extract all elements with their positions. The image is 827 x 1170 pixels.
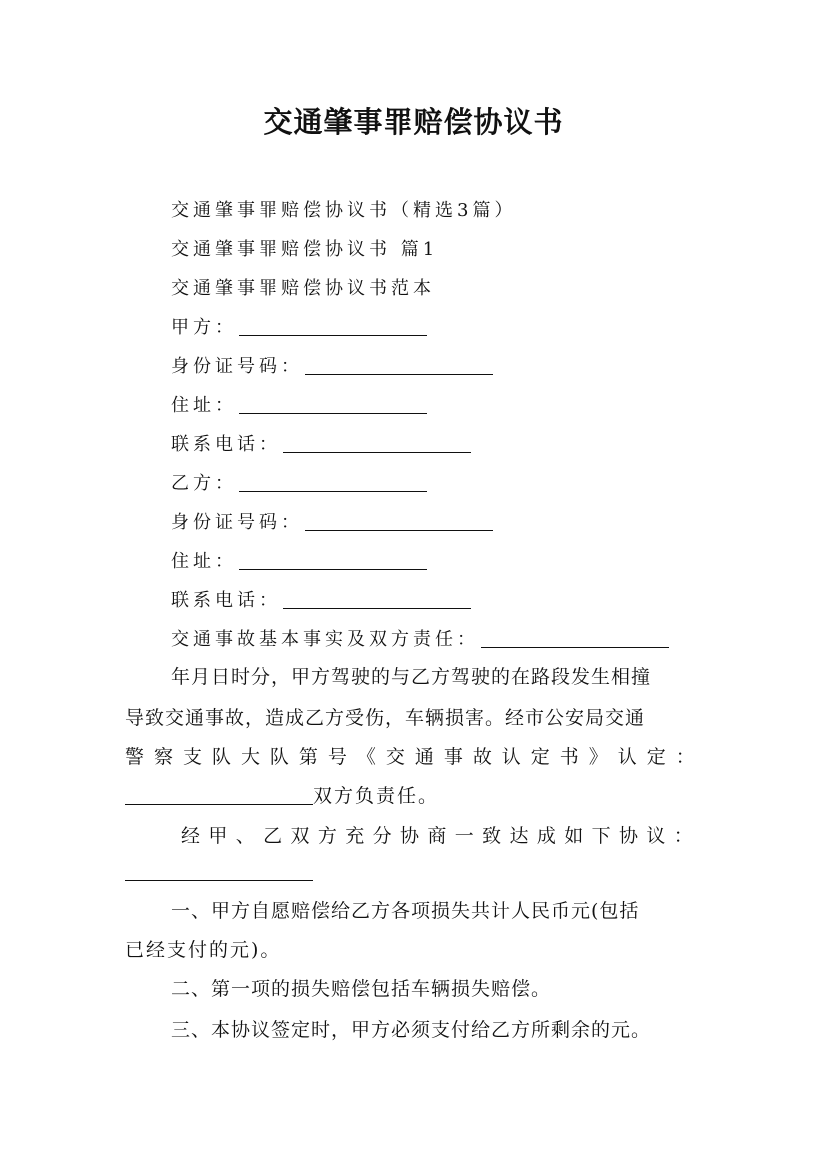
char: 认 xyxy=(501,746,521,768)
char: 商 xyxy=(427,825,447,847)
char: 》 xyxy=(588,746,608,768)
paragraph-1-line-3 xyxy=(125,744,695,770)
paragraph-1-line-2: 导致交通事故，造成乙方受伤，车辆损害。经市公安局交通 xyxy=(125,707,646,729)
template-heading xyxy=(171,276,435,302)
char: 致 xyxy=(482,825,502,847)
char: 事 xyxy=(443,746,463,768)
party-a-label: 甲方： xyxy=(171,317,237,338)
responsibility-tail: 双方负责任。 xyxy=(313,785,440,807)
phone-b-field xyxy=(171,588,471,614)
party-b-field xyxy=(171,471,427,497)
id-b-field xyxy=(171,510,493,536)
phone-b-blank xyxy=(283,590,471,609)
char: 经 xyxy=(181,825,201,847)
char: ： xyxy=(673,825,693,847)
paragraph-1-line-1: 年月日时分，甲方驾驶的与乙方驾驶的在路段发生相撞 xyxy=(171,666,652,688)
char: 协 xyxy=(400,825,420,847)
party-a-field xyxy=(171,315,427,341)
char: 故 xyxy=(472,746,492,768)
responsibility-blank xyxy=(125,786,313,805)
id-b-blank xyxy=(305,512,493,531)
char: 甲 xyxy=(208,825,228,847)
char: 如 xyxy=(564,825,584,847)
char: 达 xyxy=(509,825,529,847)
address-a-blank xyxy=(239,395,427,414)
address-b-field xyxy=(171,549,427,575)
clause-1-line-2: 已经支付的元)。 xyxy=(125,939,282,961)
phone-a-blank xyxy=(283,434,471,453)
section-heading xyxy=(171,237,438,263)
document-title: 交通肇事罪赔偿协议书 xyxy=(263,105,564,139)
address-b-label: 住址： xyxy=(171,551,237,572)
id-a-field xyxy=(171,354,493,380)
party-b-label: 乙方： xyxy=(171,473,237,494)
char: 队 xyxy=(211,746,231,768)
char: 定 xyxy=(530,746,550,768)
char: 、 xyxy=(235,825,255,847)
address-b-blank xyxy=(239,551,427,570)
id-b-label: 身份证号码： xyxy=(171,512,303,533)
char: 支 xyxy=(182,746,202,768)
char: 号 xyxy=(327,746,347,768)
subtitle-text: 交通肇事罪赔偿协议书（精选3篇） xyxy=(171,200,517,221)
address-a-field xyxy=(171,393,427,419)
template-heading-text: 交通肇事罪赔偿协议书范本 xyxy=(171,278,435,299)
char: 认 xyxy=(617,746,637,768)
phone-a-label: 联系电话： xyxy=(171,434,281,455)
char: 书 xyxy=(559,746,579,768)
clause-1-line-1: 一、甲方自愿赔偿给乙方各项损失共计人民币元(包括 xyxy=(171,900,640,922)
facts-field xyxy=(171,627,669,653)
char: 双 xyxy=(290,825,310,847)
facts-blank xyxy=(481,629,669,648)
char: 定 xyxy=(646,746,666,768)
section-heading-text: 交通肇事罪赔偿协议书 篇1 xyxy=(171,239,439,260)
char: 察 xyxy=(153,746,173,768)
id-a-blank xyxy=(305,356,493,375)
clause-3: 三、本协议签定时，甲方必须支付给乙方所剩余的元。 xyxy=(171,1019,652,1041)
char: 下 xyxy=(591,825,611,847)
party-a-blank xyxy=(239,317,427,336)
agreement-blank xyxy=(125,880,313,881)
id-a-label: 身份证号码： xyxy=(171,356,303,377)
char: 议 xyxy=(646,825,666,847)
char: ： xyxy=(675,746,695,768)
paragraph-2-line-1 xyxy=(181,823,693,849)
char: 乙 xyxy=(263,825,283,847)
char: 警 xyxy=(125,746,145,768)
char: 一 xyxy=(454,825,474,847)
clause-2: 二、第一项的损失赔偿包括车辆损失赔偿。 xyxy=(171,978,552,1000)
char: 通 xyxy=(414,746,434,768)
char: 大 xyxy=(240,746,260,768)
phone-a-field xyxy=(171,432,471,458)
char: 第 xyxy=(298,746,318,768)
char: 方 xyxy=(317,825,337,847)
char: 充 xyxy=(345,825,365,847)
char: 分 xyxy=(372,825,392,847)
char: 队 xyxy=(269,746,289,768)
phone-b-label: 联系电话： xyxy=(171,590,281,611)
char: 《 xyxy=(356,746,376,768)
char: 协 xyxy=(619,825,639,847)
facts-label: 交通事故基本事实及双方责任： xyxy=(171,629,479,650)
paragraph-1-line-4 xyxy=(125,783,711,809)
address-a-label: 住址： xyxy=(171,395,237,416)
subtitle-line xyxy=(171,198,516,224)
char: 交 xyxy=(385,746,405,768)
char: 成 xyxy=(536,825,556,847)
party-b-blank xyxy=(239,473,427,492)
